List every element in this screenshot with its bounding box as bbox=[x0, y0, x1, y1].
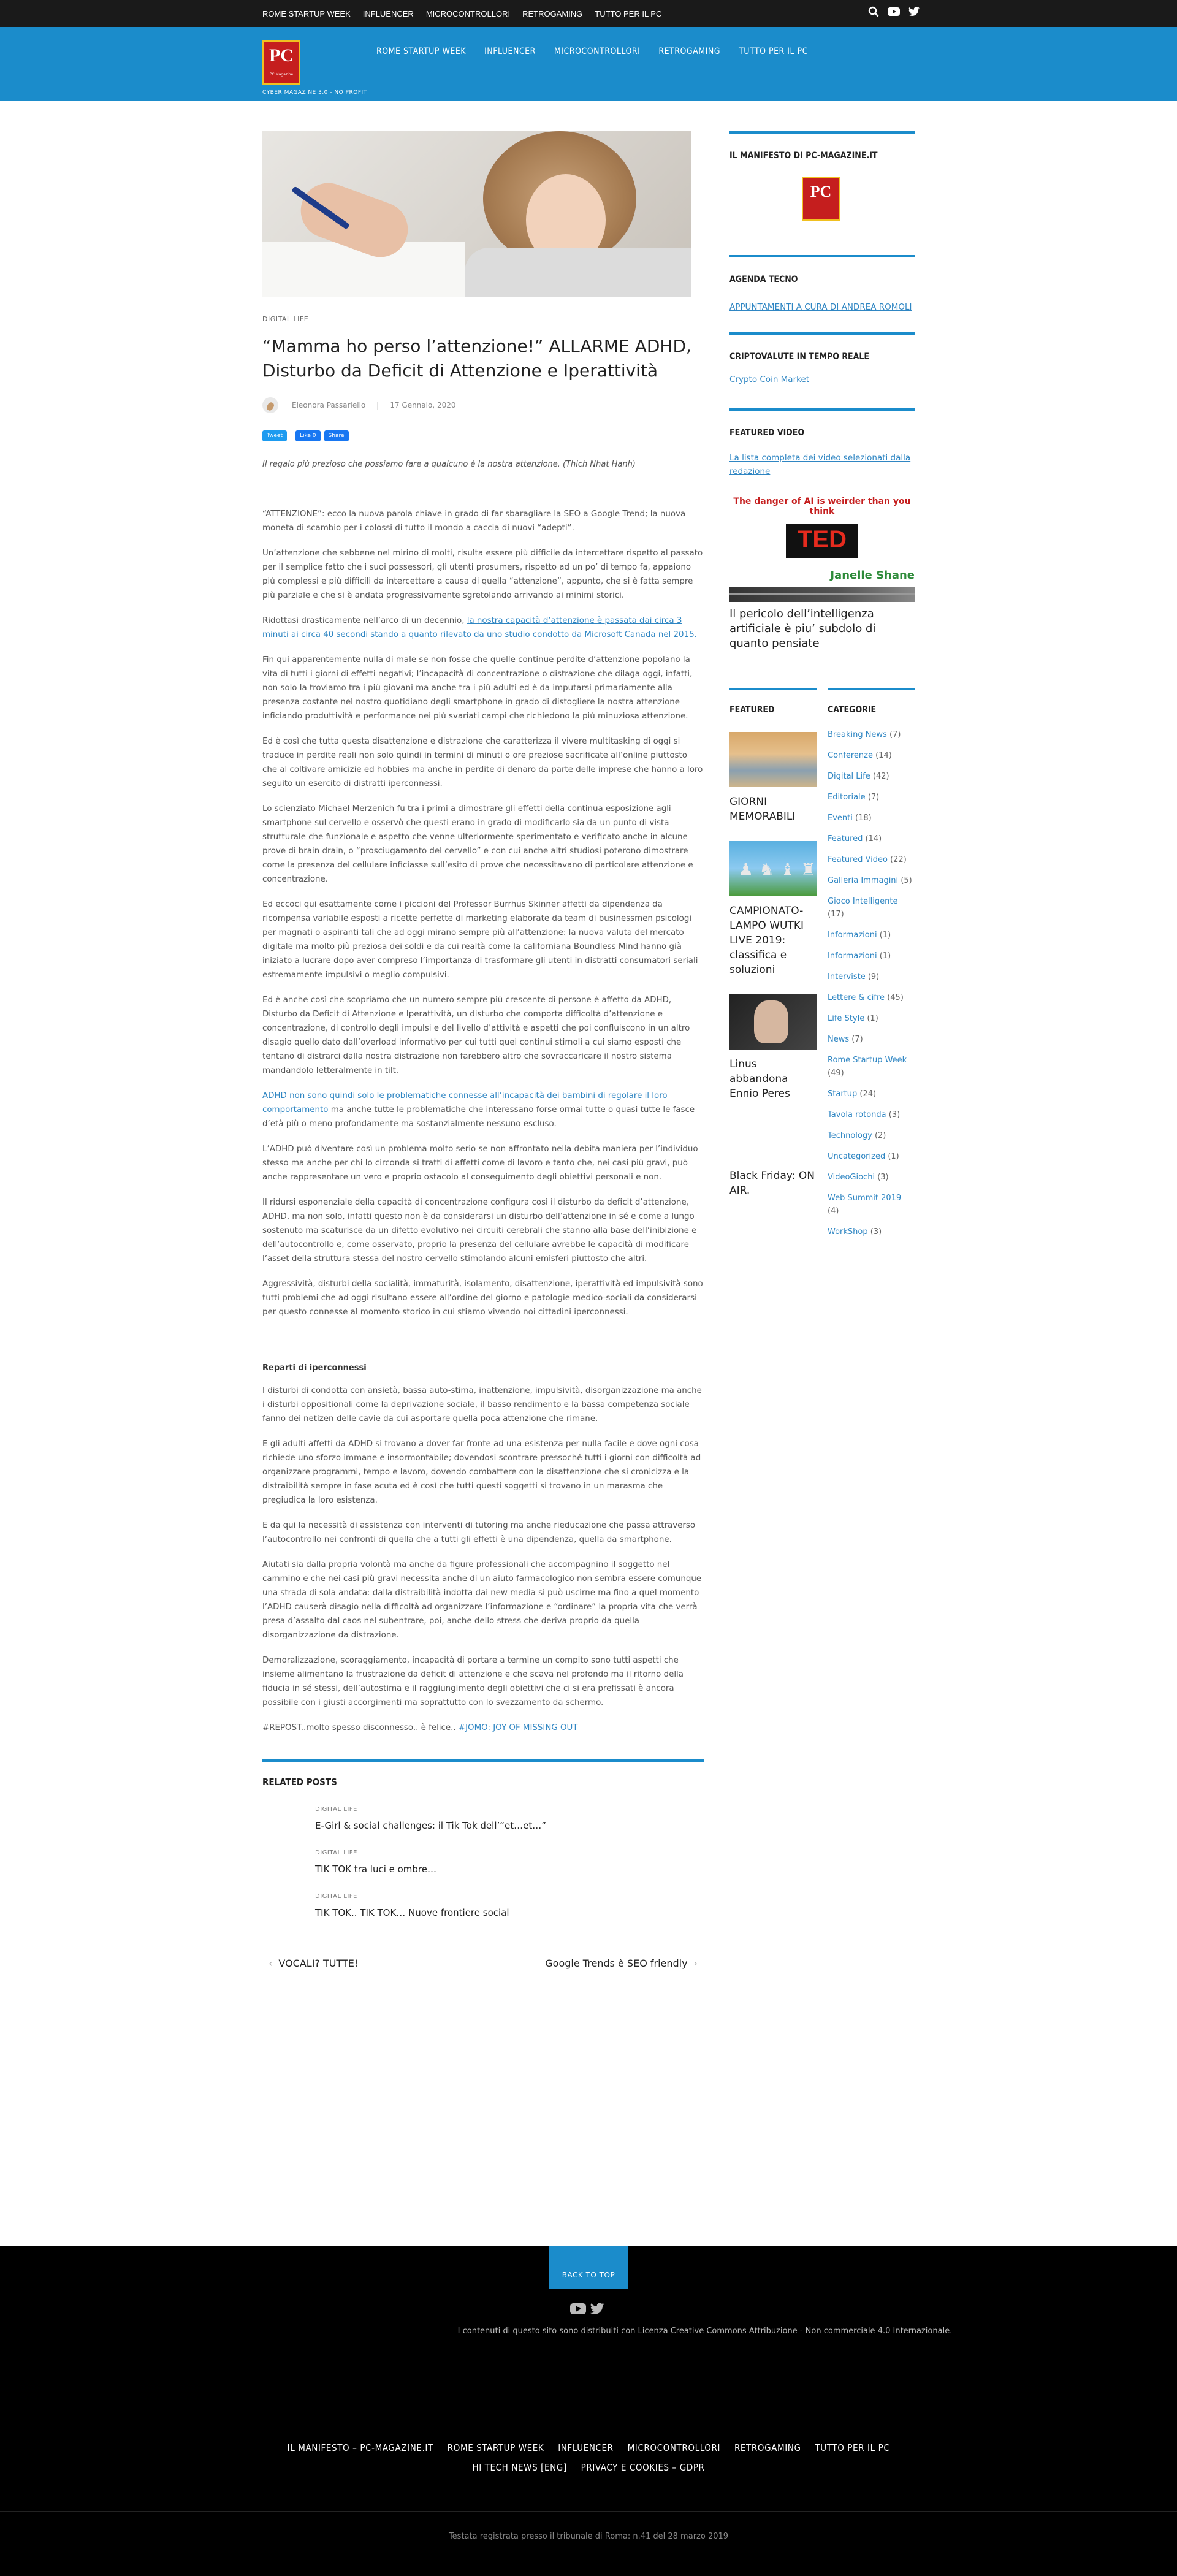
category-name[interactable]: Uncategorized bbox=[828, 1152, 886, 1161]
featured-thumbnail[interactable] bbox=[729, 732, 817, 787]
footer-license: I contenuti di questo sito sono distribuiti con Licenza Creative Commons Attribuzione - Non commerciale 4.0 Internazionale. bbox=[457, 2326, 953, 2336]
category-item[interactable] bbox=[828, 991, 915, 1004]
featured-post-title[interactable]: CAMPIONATO-LAMPO WUTKI LIVE 2019: classifica e soluzioni bbox=[729, 905, 804, 976]
category-count: (18) bbox=[855, 814, 872, 823]
next-post-title[interactable]: Google Trends è SEO friendly bbox=[545, 1957, 688, 1969]
category-name[interactable]: Editoriale bbox=[828, 793, 866, 802]
footer-nav-influencer[interactable]: INFLUENCER bbox=[558, 2442, 614, 2453]
category-count: (7) bbox=[889, 730, 901, 739]
paragraph: Ed eccoci qui esattamente come i piccioni del Professor Burrhus Skinner affetti da dipendenza da ricompensa variabile esposti a ricette perfette di marketing elaborate da team di businessmen psicologi per magnati o aspiranti tali che ad oggi mirano sempre più all’attenzione: la nuova valuta del mercato digitale ma molto più preziosa dei soldi e da cui realtà come la californiana Boundless Mind hanno già iniziato a lucrare dopo aver compreso l’importanza di trasformare gli utenti in distratti consumatori seriali estremamente impulsivi o meglio compulsivi. bbox=[262, 900, 698, 980]
top-nav-tutto-per-il-pc[interactable]: TUTTO PER IL PC bbox=[595, 9, 662, 18]
sidebar bbox=[729, 131, 915, 1313]
category-name[interactable]: Breaking News bbox=[828, 730, 887, 739]
previous-post-title[interactable]: VOCALI? TUTTE! bbox=[278, 1957, 359, 1969]
categories-column bbox=[828, 688, 915, 1238]
microsoft-study-link[interactable]: la nostra capacità d’attenzione è passata dai circa 3 minuti ai circa 40 secondi stando a quanto rilevato da uno studio condotto da Microsoft Canada nel 2015. bbox=[262, 616, 697, 639]
paragraph: Aggressività, disturbi della socialità, immaturità, isolamento, disattenzione, iperattività ed impulsività sono tutti problemi che ad oggi risultano essere all’ordine del giorno e patologie medico-sociali da considerarsi per questo connesse al momento storico in cui stiamo vivendo noi cittadini iperconnessi. bbox=[262, 1279, 703, 1317]
categories-title: CATEGORIE bbox=[828, 688, 915, 715]
category-count: (9) bbox=[867, 972, 880, 981]
category-name[interactable]: Informazioni bbox=[828, 951, 877, 961]
article-hero-image bbox=[262, 131, 691, 297]
category-item[interactable] bbox=[828, 1171, 915, 1184]
category-name[interactable]: VideoGiochi bbox=[828, 1173, 875, 1182]
category-count: (7) bbox=[851, 1035, 863, 1044]
ted-video-caption: Il pericolo dell’intelligenza artificiale è piu’ subdolo di quanto pensiate bbox=[729, 608, 876, 650]
category-item[interactable] bbox=[828, 770, 915, 783]
youtube-icon[interactable] bbox=[570, 2303, 586, 2315]
search-icon[interactable] bbox=[868, 6, 879, 17]
featured-post-title[interactable]: GIORNI MEMORABILI bbox=[729, 796, 796, 823]
category-count: (14) bbox=[865, 834, 882, 844]
top-nav-microcontrollori[interactable]: MICROCONTROLLORI bbox=[425, 9, 511, 18]
category-item[interactable] bbox=[828, 833, 915, 845]
category-count: (49) bbox=[828, 1069, 844, 1078]
adhd-link[interactable]: ADHD non sono quindi solo le problematiche connesse all’incapacità dei bambini di regolare il loro comportamento bbox=[262, 1091, 668, 1115]
top-nav-influencer[interactable]: INFLUENCER bbox=[362, 9, 414, 18]
paragraph bbox=[262, 1721, 704, 1735]
featured-and-categories bbox=[729, 688, 915, 1313]
paragraph: L’ADHD può diventare così un problema molto serio se non affrontato nella debita maniera per l’individuo stesso ma anche per chi lo circonda si tratti di affetti come di lavoro e tanto che, nei casi più gravi, può anche rappresentare un vero e proprio ostacolo al conseguimento degli obiettivi personali e non. bbox=[262, 1145, 698, 1182]
related-post[interactable] bbox=[262, 1893, 704, 1918]
category-count: (5) bbox=[901, 876, 912, 885]
publish-date: 17 Gennaio, 2020 bbox=[390, 401, 456, 410]
footer-nav bbox=[0, 2442, 1177, 2453]
main-nav-retrogaming[interactable]: RETROGAMING bbox=[658, 47, 721, 56]
category-name[interactable]: Technology bbox=[828, 1131, 872, 1140]
previous-post-link[interactable] bbox=[262, 1957, 358, 1969]
category-item[interactable] bbox=[828, 1225, 915, 1238]
category-name[interactable]: Conferenze bbox=[828, 751, 873, 760]
footer-nav-microcontrollori[interactable]: MICROCONTROLLORI bbox=[627, 2442, 721, 2453]
manifesto-logo-text: PC bbox=[810, 183, 832, 200]
next-post-link[interactable] bbox=[545, 1957, 704, 1969]
featured-thumbnail[interactable] bbox=[729, 841, 817, 896]
paragraph: Demoralizzazione, scoraggiamento, incapacità di portare a termine un compito sono tutti aspetti che insieme alimentano la frustrazione da deficit di attenzione e che scava nel profondo ma il ritorno della fiducia in sé stessi, dell’autostima e il raggiungimento degli obiettivi che ci si era prefissati è ancora possibile con i giusti accorgimenti ma soprattutto con lo svezzamento da schermo. bbox=[262, 1656, 684, 1707]
related-post-title[interactable]: TIK TOK.. TIK TOK… Nuove frontiere social bbox=[315, 1907, 509, 1918]
category-name[interactable]: Eventi bbox=[828, 814, 853, 823]
paragraph: Lo scienziato Michael Merzenich fu tra i primi a dimostrare gli effetti della continua esposizione agli smartphone sul cervello e osservò che questi erano in grado di modificarlo sia da un punto di vista strutturale che funzionale e aspetto che venne ulteriormente sperimentato e verificato anche in alcune prove di brain drain, o “prosciugamento del cervello” e con cui anche altri studiosi poterono dimostrare come la presenza del cellulare inficiasse sull’esito di prove che necessitavano di particolare attenzione e concentrazione. bbox=[262, 804, 693, 884]
category-item[interactable] bbox=[828, 874, 915, 887]
main-nav-rome-startup-week[interactable]: ROME STARTUP WEEK bbox=[376, 47, 467, 56]
logo-text: PC bbox=[269, 45, 294, 66]
related-post[interactable] bbox=[262, 1850, 704, 1875]
category-name[interactable]: WorkShop bbox=[828, 1227, 868, 1237]
chevron-right-icon: › bbox=[693, 1957, 698, 1969]
category-name[interactable]: News bbox=[828, 1035, 850, 1044]
category-item[interactable] bbox=[828, 1150, 915, 1163]
category-name[interactable]: Featured bbox=[828, 834, 863, 844]
categories-list bbox=[828, 728, 915, 1238]
logo-subtext: PC Magazine bbox=[269, 72, 294, 77]
category-count: (3) bbox=[870, 1227, 882, 1237]
site-footer bbox=[0, 2246, 1177, 2576]
paragraph-text: #REPOST..molto spesso disconnesso.. è felice.. bbox=[262, 1723, 459, 1732]
like-button[interactable]: Like 0 bbox=[295, 430, 321, 441]
paragraph: “ATTENZIONE”: ecco la nuova parola chiave in grado di far sbaragliare la SEO a Google Trend; la nuova moneta di scambio per i colossi di tutto il mondo a caccia di nuovi “adepti”. bbox=[262, 509, 686, 533]
category-count: (24) bbox=[859, 1089, 877, 1099]
ted-video-thumbnail[interactable] bbox=[729, 497, 915, 607]
paragraph: I disturbi di condotta con ansietà, bassa auto-stima, inattenzione, impulsività, disorganizzazione ma anche i disturbi oppositionali come la deprivazione sociale, il basso rendimento e la bassa competenza sociale fanno dei netizen delle cavie da cui asportare quella poca attenzione che rimane. bbox=[262, 1386, 702, 1423]
related-divider bbox=[262, 1759, 704, 1762]
manifesto-logo[interactable] bbox=[802, 177, 840, 221]
video-progress-bar[interactable] bbox=[729, 587, 915, 602]
category-item[interactable] bbox=[828, 1088, 915, 1100]
category-name[interactable]: Informazioni bbox=[828, 931, 877, 940]
agenda-link[interactable]: APPUNTAMENTI A CURA DI ANDREA ROMOLI bbox=[729, 302, 912, 312]
category-name[interactable]: Digital Life bbox=[828, 772, 870, 781]
paragraph bbox=[262, 1089, 704, 1131]
paragraph: Ed è anche così che scopriamo che un numero sempre più crescente di persone è affetto da ADHD, Disturbo da Deficit di Attenzione e Iperattività, un disturbo che comporta difficoltà d’attenzione e concentrazione, di controllo degli impulsi e del livello d’attività e aspetti che poi confluiscono in un altro disagio quello dato dall’overload informativo per cui tutti quei continui stimoli a cui siamo esposti che tentano di distrarci dalla nostra distrazione non farebbero altro che sovraccaricare il nostro sistema mandandolo letteralmente in tilt. bbox=[262, 996, 690, 1075]
paragraph: Il ridursi esponenziale della capacità di concentrazione configura così il disturbo da deficit d’attenzione, ADHD, ma non solo, infatti questo non è da considerarsi un disturbo dell’attenzione in sé e come a lungo sostenuto ma scaturisce da un difetto evolutivo nei circuiti cerebrali che stanno alla base dell’inibizione e dell’autocontrollo e, come osservato, proprio la presenza del cellulare avrebbe le capacità di modificare l’asset della struttura stessa del nostro cervello stimolando alcuni emisferi piuttosto che altri. bbox=[262, 1198, 697, 1263]
category-count: (42) bbox=[872, 772, 889, 781]
category-name[interactable]: Rome Startup Week bbox=[828, 1056, 907, 1065]
site-tagline: CYBER MAGAZINE 3.0 - NO PROFIT bbox=[262, 90, 367, 96]
category-name[interactable]: Tavola rotonda bbox=[828, 1110, 886, 1119]
category-name[interactable]: Featured Video bbox=[828, 855, 888, 864]
main-nav-microcontrollori[interactable]: MICROCONTROLLORI bbox=[554, 47, 641, 56]
featured-column bbox=[729, 688, 817, 1198]
category-item[interactable] bbox=[828, 1192, 915, 1218]
category-item[interactable] bbox=[828, 1054, 915, 1080]
top-icons bbox=[868, 6, 920, 17]
featured-post-title[interactable]: Linus abbandona Ennio Peres bbox=[729, 1058, 790, 1100]
article bbox=[262, 131, 704, 1969]
category-count: (2) bbox=[874, 1131, 886, 1140]
paragraph-text: ma anche tutte le problematiche che interessano forse ormai tutte o quasi tutte le fasce d’età più o meno profondamente ma sostanzialmente nessuno escluso. bbox=[262, 1105, 695, 1129]
category-count: (3) bbox=[877, 1173, 889, 1182]
main-nav-influencer[interactable]: INFLUENCER bbox=[484, 47, 536, 56]
top-nav bbox=[262, 0, 674, 27]
related-post[interactable] bbox=[262, 1806, 704, 1831]
related-post-category[interactable]: DIGITAL LIFE bbox=[315, 1893, 357, 1900]
category-name[interactable]: Life Style bbox=[828, 1014, 865, 1023]
category-item[interactable] bbox=[828, 929, 915, 942]
hero-arm bbox=[465, 248, 691, 297]
category-count: (14) bbox=[875, 751, 892, 760]
category-item[interactable] bbox=[828, 812, 915, 825]
paragraph: Aiutati sia dalla propria volontà ma anche da figure professionali che accompagnino il soggetto nel cammino e che nei casi più gravi necessita anche di un aiuto farmacologico non sembra essere comunque una strada di sola andata: dalla distraibilità indotta dai new media si può uscirne ma fino a quel momento l’ADHD causerà disagio nella difficoltà ad organizzare l’informazione e “ordinare” la propria vita che verrà presa d’assalto dal caos nel subentrare, poi, anche dello stress che deriva proprio da quella disorganizzazione da distrazione. bbox=[262, 1560, 702, 1640]
category-item[interactable] bbox=[828, 749, 915, 762]
article-subheading: Reparti di iperconnessi bbox=[262, 1363, 367, 1373]
back-to-top-button[interactable]: BACK TO TOP bbox=[549, 2246, 628, 2289]
footer-nav-hi-tech-news[interactable]: HI TECH NEWS [ENG] bbox=[472, 2462, 567, 2473]
site-logo[interactable] bbox=[262, 40, 300, 85]
category-name[interactable]: Gioco Intelligente bbox=[828, 897, 898, 906]
category-count: (22) bbox=[890, 855, 907, 864]
category-count: (1) bbox=[867, 1014, 878, 1023]
featured-video-link[interactable]: La lista completa dei video selezionati dalla redazione bbox=[729, 453, 911, 476]
category-count: (4) bbox=[828, 1206, 839, 1216]
article-category[interactable]: DIGITAL LIFE bbox=[262, 315, 309, 323]
tweet-button[interactable]: Tweet bbox=[262, 430, 287, 441]
footer-nav-tutto-per-il-pc[interactable]: TUTTO PER IL PC bbox=[815, 2442, 890, 2453]
paragraph: E gli adulti affetti da ADHD si trovano a dover far fronte ad una esistenza per nulla facile e dove ogni cosa richiede uno sforzo immane e insormontabile; dovendosi scontrare pressoché tutti i giorni con difficoltà ad organizzare programmi, tempo e lavoro, dovendo combattere con la disattenzione che si cronicizza e la distraibilità sempre in fase acuta ed è così che tutti questi soggetti si trovano in un marasma che pregiudica la loro esistenza. bbox=[262, 1439, 701, 1505]
author-avatar bbox=[262, 397, 278, 413]
main-nav-tutto-per-il-pc[interactable]: TUTTO PER IL PC bbox=[739, 47, 808, 56]
top-nav-retrogaming[interactable]: RETROGAMING bbox=[522, 9, 583, 18]
jomo-link[interactable]: #JOMO: JOY OF MISSING OUT bbox=[458, 1723, 578, 1732]
footer-nav-manifesto[interactable]: IL MANIFESTO – PC-MAGAZINE.IT bbox=[287, 2442, 433, 2453]
footer-nav-rome-startup-week[interactable]: ROME STARTUP WEEK bbox=[447, 2442, 544, 2453]
chevron-left-icon: ‹ bbox=[269, 1957, 273, 1969]
article-title: “Mamma ho perso l’attenzione!” ALLARME ADHD, Disturbo da Deficit di Attenzione e Iperattività bbox=[262, 336, 691, 381]
footer-nav-retrogaming[interactable]: RETROGAMING bbox=[734, 2442, 801, 2453]
category-item[interactable] bbox=[828, 1129, 915, 1142]
youtube-icon[interactable] bbox=[888, 7, 900, 17]
crypto-widget-title: CRIPTOVALUTE IN TEMPO REALE bbox=[729, 352, 869, 362]
category-item[interactable] bbox=[828, 1012, 915, 1025]
category-item[interactable] bbox=[828, 895, 915, 921]
footer-nav-secondary bbox=[0, 2462, 1177, 2473]
category-item[interactable] bbox=[828, 853, 915, 866]
related-post-title[interactable]: TIK TOK tra luci e ombre… bbox=[315, 1864, 437, 1875]
paragraph: Fin qui apparentemente nulla di male se non fosse che quelle continue perdite d’attenzione popolano la vita di tutti i giorni di effetti negativi; l’incapacità di concentrazione o distrazione che dilaga oggi, infatti, non solo la troviamo tra i più giovani ma anche tra i più adulti ed è da imputarsi primariamente alla presenza costante nel nostro quotidiano degli smartphone in grado di distogliere la nostra attenzione inficiando produttività e performance nei più svariati campi che richiedono la più minuziosa attenzione. bbox=[262, 655, 693, 721]
category-name[interactable]: Web Summit 2019 bbox=[828, 1194, 902, 1203]
article-meta bbox=[262, 397, 704, 414]
related-post-category[interactable]: DIGITAL LIFE bbox=[315, 1806, 357, 1813]
ted-video-headline: The danger of AI is weirder than you think bbox=[733, 497, 911, 516]
share-button[interactable]: Share bbox=[324, 430, 349, 441]
category-name[interactable]: Galleria Immagini bbox=[828, 876, 899, 885]
related-post-category[interactable]: DIGITAL LIFE bbox=[315, 1850, 357, 1856]
category-name[interactable]: Lettere & cifre bbox=[828, 993, 885, 1002]
site-header bbox=[0, 27, 1177, 101]
category-count: (1) bbox=[879, 931, 891, 940]
category-item[interactable] bbox=[828, 970, 915, 983]
article-quote: Il regalo più prezioso che possiamo fare a qualcuno è la nostra attenzione. (Thich Nhat Hanh) bbox=[262, 460, 636, 469]
category-count: (3) bbox=[888, 1110, 901, 1119]
ted-speaker-name: Janelle Shane bbox=[830, 569, 915, 582]
category-count: (1) bbox=[888, 1152, 899, 1161]
main-nav bbox=[376, 47, 808, 56]
category-count: (7) bbox=[867, 793, 880, 802]
footer-nav-privacy[interactable]: PRIVACY E COOKIES – GDPR bbox=[581, 2462, 705, 2473]
paragraph bbox=[262, 614, 704, 642]
paragraph: Ed è così che tutta questa disattenzione e distrazione che caratterizza il vivere multitasking di oggi si traduce in perdite reali non solo quindi in termini di minuti o ore preziose sacrificate all’online piuttosto che al coltivare amicizie ed hobbies ma anche in perdite di denaro da parte delle imprese che hanno a loro seguito un esercito di distratti iperconnessi. bbox=[262, 737, 703, 788]
featured-thumbnail[interactable] bbox=[729, 994, 817, 1050]
footer-divider bbox=[0, 2511, 1177, 2512]
paragraph: Un’attenzione che sebbene nel mirino di molti, risulta essere più difficile da intercettare rispetto al passato per il semplice fatto che i suoi possessori, gli utenti prosumers, rispetto ad un po’ di tempo fa, appaiono più complessi e più difficili da intercettare a causa di quella “attenzione”, appunto, che si è fatta sempre più parziale e che si è andata progressivamente sgretolando arrivando ai minimi storici. bbox=[262, 549, 703, 600]
agenda-widget-title: AGENDA TECNO bbox=[729, 275, 798, 284]
related-posts-title: RELATED POSTS bbox=[262, 1777, 337, 1788]
post-navigation bbox=[262, 1957, 704, 1969]
related-post-title[interactable]: E-Girl & social challenges: il Tik Tok dell’“et…et…” bbox=[315, 1820, 547, 1831]
category-count: (45) bbox=[887, 993, 904, 1002]
category-name[interactable]: Interviste bbox=[828, 972, 866, 981]
paragraph: E da qui la necessità di assistenza con interventi di tutoring ma anche rieducazione che passa attraverso l’autocontrollo nei confronti di quella che a tutti gli effetti è una dipendenza, quella da smartphone. bbox=[262, 1521, 696, 1544]
featured-post-title[interactable]: Black Friday: ON AIR. bbox=[729, 1170, 815, 1197]
author-name[interactable]: Eleonora Passariello bbox=[292, 401, 366, 410]
category-item[interactable] bbox=[828, 950, 915, 962]
crypto-link[interactable]: Crypto Coin Market bbox=[729, 375, 810, 384]
category-item[interactable] bbox=[828, 728, 915, 741]
twitter-icon[interactable] bbox=[908, 7, 920, 17]
featured-video-title: FEATURED VIDEO bbox=[729, 428, 805, 438]
paragraph-text: Ridottasi drasticamente nell’arco di un decennio, bbox=[262, 616, 467, 625]
category-name[interactable]: Startup bbox=[828, 1089, 858, 1099]
ted-logo-text: TED bbox=[798, 526, 847, 553]
article-body bbox=[262, 507, 704, 1735]
category-count: (1) bbox=[879, 951, 891, 961]
twitter-icon[interactable] bbox=[590, 2303, 604, 2315]
footer-social-icons bbox=[570, 2303, 604, 2315]
manifesto-widget-title: IL MANIFESTO DI PC-MAGAZINE.IT bbox=[729, 131, 915, 161]
top-bar bbox=[0, 0, 1177, 27]
ted-logo bbox=[786, 524, 858, 558]
footer-copyright: Testata registrata presso il tribunale di Roma: n.41 del 28 marzo 2019 bbox=[448, 2532, 729, 2541]
top-nav-rome-startup-week[interactable]: ROME STARTUP WEEK bbox=[262, 9, 351, 18]
featured-title: FEATURED bbox=[729, 688, 817, 715]
share-buttons bbox=[262, 430, 704, 441]
category-item[interactable] bbox=[828, 1108, 915, 1121]
category-item[interactable] bbox=[828, 791, 915, 804]
category-item[interactable] bbox=[828, 1033, 915, 1046]
category-count: (17) bbox=[828, 910, 844, 919]
meta-separator: | bbox=[376, 401, 379, 410]
